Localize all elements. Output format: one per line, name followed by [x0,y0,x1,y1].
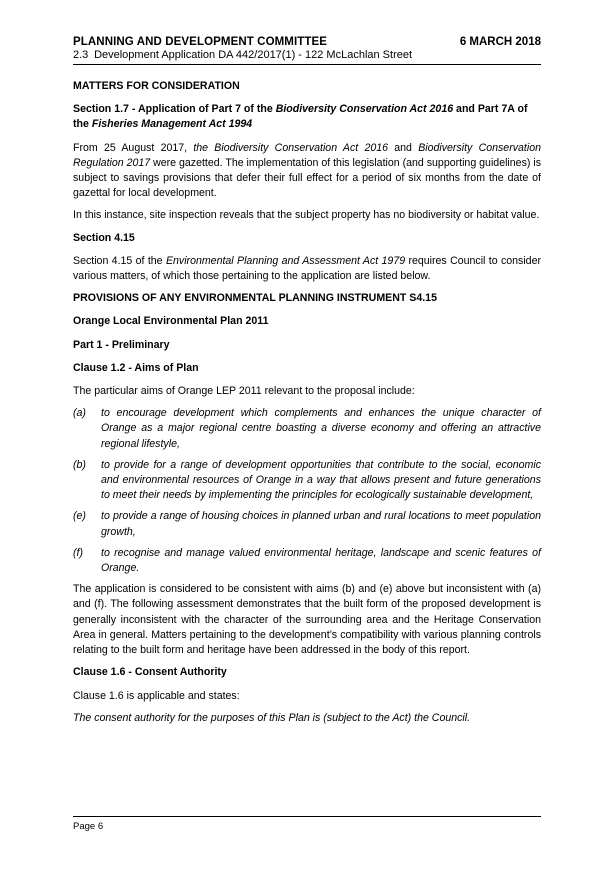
page-number: Page 6 [73,821,104,832]
s17-heading-part: Section 1.7 - Application of Part 7 of the [73,103,276,116]
meeting-date: 6 MARCH 2018 [459,36,541,48]
clause-1-6-heading: Clause 1.6 - Consent Authority [73,666,227,679]
item-subtitle [73,49,541,61]
committee-title: PLANNING AND DEVELOPMENT COMMITTEE [73,36,328,48]
paragraph-aims-intro: The particular aims of Orange LEP 2011 relevant to the proposal include: [73,385,415,398]
matters-heading: MATTERS FOR CONSIDERATION [73,80,240,92]
page-header [73,36,541,733]
list-item-text: to provide for a range of development opportunities that contribute to the social, economic and environmental resources of Orange in a way that allows present and future generations to meet their needs by implementing the principles for ecologically sustainable development, [101,458,541,502]
list-item-label: (f) [73,546,83,559]
paragraph-section-4-15: Section 4.15 of the Environmental Planning and Assessment Act 1979 requires Council to consider various matters, of which those pertaining to the application are listed below. [73,254,541,283]
item-number: 2.3 [73,49,89,61]
list-item [73,406,541,452]
provisions-heading: PROVISIONS OF ANY ENVIRONMENTAL PLANNING INSTRUMENT S4.15 [73,292,437,305]
item-title: Development Application DA 442/2017(1) - 122 McLachlan Street [94,49,413,61]
paragraph-consent-authority: The consent authority for the purposes of this Plan is (subject to the Act) the Council. [73,711,471,724]
part-1-heading: Part 1 - Preliminary [73,338,170,351]
paragraph-consistency: The application is considered to be consistent with aims (b) and (e) above but inconsistent with (a) and (f). The following assessment demonstrates that the built form of the proposed development is generally inconsistent with the character of the surrounding area and the Heritage Conservation Area in general. Matters pertaining to the development’s compatibility with various planning controls relating to the built form and heritage have been addressed in the body of this report. [73,583,541,657]
lep-heading: Orange Local Environmental Plan 2011 [73,315,269,328]
list-item-label: (a) [73,407,86,420]
page-footer [73,816,541,832]
list-item-label: (e) [73,510,86,523]
section-1-7-heading [73,102,541,132]
s17-heading-act: Fisheries Management Act 1994 [91,118,253,131]
footer-divider [73,816,541,817]
list-item-text: to recognise and manage valued environmental heritage, landscape and scenic features of Orange. [101,546,541,575]
list-item [73,546,541,576]
clause-1-2-heading: Clause 1.2 - Aims of Plan [73,361,199,374]
paragraph-gazettal: From 25 August 2017, the Biodiversity Conservation Act 2016 and Biodiversity Conservation Regulation 2017 were gazetted. The implementation of this legislation (and supporting guidelines) is subject to savings provisions that defer their full effect for a period of six months from the date of gazettal for local development. [73,141,541,200]
header-divider [73,64,541,65]
list-item [73,509,541,539]
section-4-15-heading: Section 4.15 [73,231,135,244]
list-item-label: (b) [73,458,86,471]
paragraph-site-inspection: In this instance, site inspection reveals that the subject property has no biodiversity or habitat value. [73,209,540,222]
header-row [73,36,541,48]
document-body [73,79,541,726]
s17-heading-act: Biodiversity Conservation Act 2016 [275,103,454,116]
list-item [73,458,541,504]
aims-list [73,406,541,576]
s17-heading-part: and Part 7A of the [73,103,528,131]
paragraph-clause-1-6: Clause 1.6 is applicable and states: [73,689,240,702]
list-item-text: to encourage development which complements and enhances the unique character of Orange as a major regional centre boasting a diverse economy and offering an attractive regional lifestyle, [101,407,541,450]
list-item-text: to provide a range of housing choices in planned urban and rural locations to meet population growth, [101,510,541,538]
